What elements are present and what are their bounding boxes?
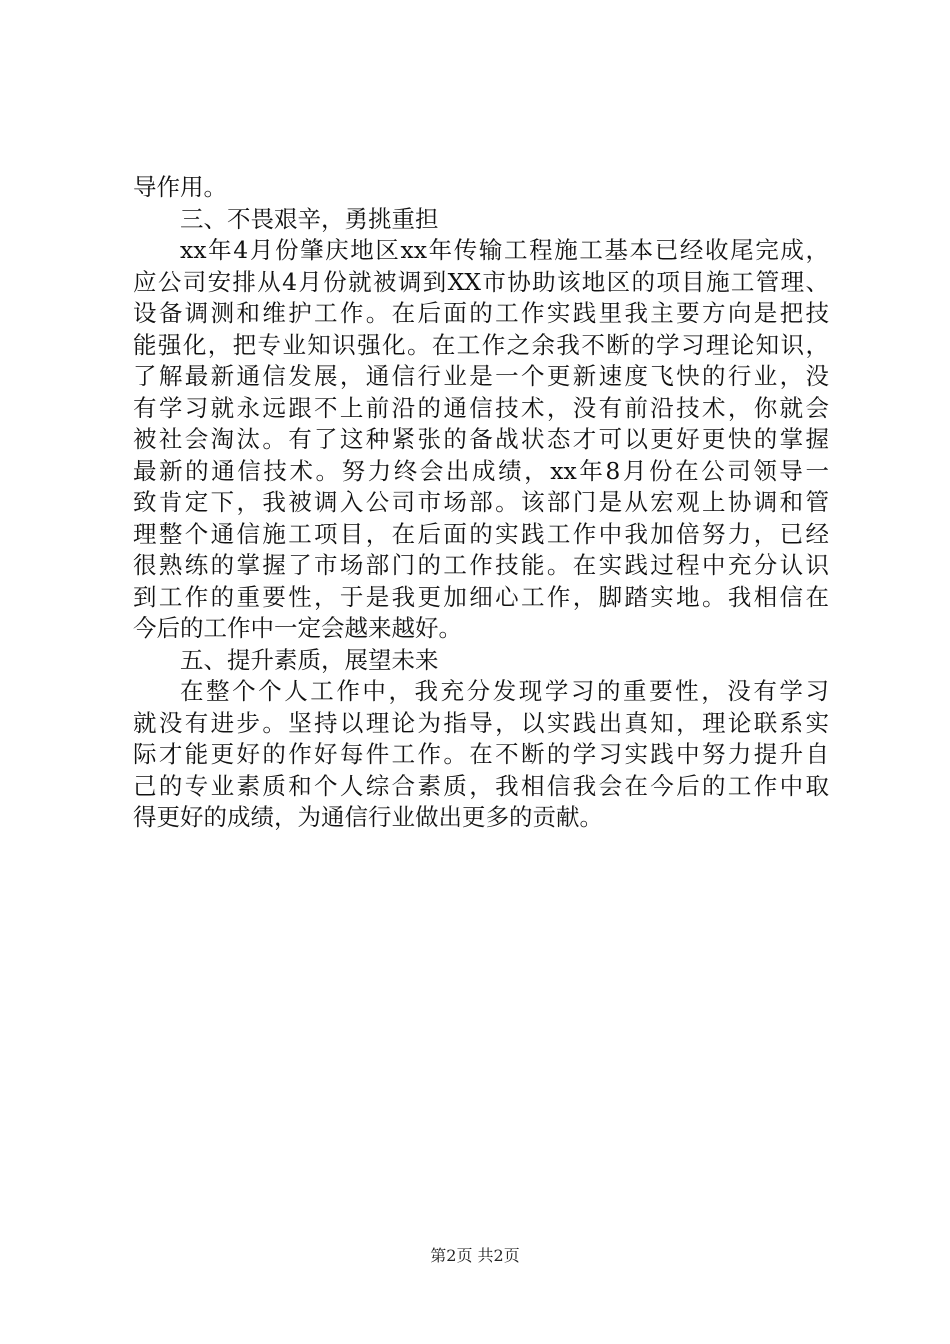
body-line: 致肯定下，我被调入公司市场部。该部门是从宏观上协调和管 — [133, 488, 829, 516]
page-number-footer: 第2页 共2页 — [430, 1246, 520, 1265]
document-body — [133, 172, 829, 834]
paragraph-first-line: 在整个个人工作中，我充分发现学习的重要性，没有学习 — [180, 677, 829, 705]
paragraph-first-line: xx年4月份肇庆地区xx年传输工程施工基本已经收尾完成， — [180, 236, 829, 264]
body-line: 很熟练的掌握了市场部门的工作技能。在实践过程中充分认识 — [133, 551, 829, 579]
body-line: 就没有进步。坚持以理论为指导，以实践出真知，理论联系实 — [133, 708, 829, 737]
section-heading: 三、不畏艰辛，勇挑重担 — [180, 204, 439, 233]
section-heading: 五、提升素质，展望未来 — [180, 645, 439, 674]
body-line: 理整个通信施工项目，在后面的实践工作中我加倍努力，已经 — [133, 519, 829, 548]
body-line: 设备调测和维护工作。在后面的工作实践里我主要方向是把技 — [133, 299, 829, 327]
body-line: 能强化，把专业知识强化。在工作之余我不断的学习理论知识， — [133, 330, 829, 359]
body-line: 被社会淘汰。有了这种紧张的备战状态才可以更好更快的掌握 — [133, 425, 829, 453]
body-line: 今后的工作中一定会越来越好。 — [133, 614, 462, 642]
body-line: 导作用。 — [133, 173, 227, 201]
body-line: 得更好的成绩，为通信行业做出更多的贡献。 — [133, 803, 603, 831]
body-line: 到工作的重要性，于是我更加细心工作，脚踏实地。我相信在 — [133, 582, 829, 611]
body-line: 己的专业素质和个人综合素质，我相信我会在今后的工作中取 — [133, 771, 829, 800]
body-line: 应公司安排从4月份就被调到XX市协助该地区的项目施工管理、 — [133, 267, 829, 296]
body-line: 有学习就永远跟不上前沿的通信技术，没有前沿技术，你就会 — [133, 393, 829, 422]
body-line: 际才能更好的作好每件工作。在不断的学习实践中努力提升自 — [133, 740, 829, 768]
body-line: 最新的通信技术。努力终会出成绩，xx年8月份在公司领导一 — [133, 456, 829, 485]
body-line: 了解最新通信发展，通信行业是一个更新速度飞快的行业，没 — [133, 362, 829, 390]
